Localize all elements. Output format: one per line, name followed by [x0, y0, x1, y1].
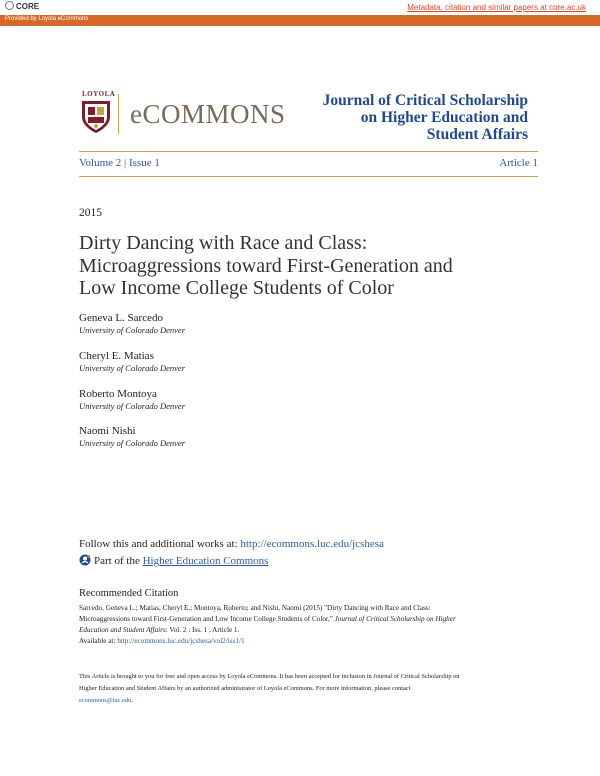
- citation-volume: : Vol. 2 : Iss. 1 , Article 1.: [165, 626, 240, 634]
- loyola-shield-icon: [80, 99, 112, 135]
- commons-network-icon: [79, 554, 91, 566]
- citation-line: [79, 636, 519, 647]
- journal-title-line: on Higher Education and: [360, 109, 528, 126]
- recommended-citation-body: [79, 603, 519, 647]
- access-note: [79, 671, 519, 707]
- issue-line: [79, 157, 538, 169]
- journal-title-line: Journal of Critical Scholarship: [322, 92, 528, 109]
- core-header: [0, 0, 600, 15]
- citation-journal: Education and Student Affairs: [79, 626, 166, 634]
- author-name[interactable]: Naomi Nishi: [79, 425, 136, 437]
- author-affiliation: University of Colorado Denver: [79, 401, 185, 411]
- follow-prefix: Follow this and additional works at:: [79, 538, 241, 550]
- bottom-rule: [79, 176, 538, 177]
- article-title-line: Low Income College Students of Color: [79, 277, 394, 299]
- author-affiliation: University of Colorado Denver: [79, 325, 185, 335]
- citation-line: [79, 625, 519, 636]
- access-note-line: This Article is brought to you for free and open access by Loyola eCommons. It has been accepted for inclusion in Journal of Critical Scholarship on: [79, 673, 460, 680]
- follow-line: [79, 538, 384, 550]
- citation-text: Microaggressions toward First-Generation and Low Income College Students of Color,": [79, 615, 335, 623]
- citation-url-link[interactable]: http://ecommons.luc.edu/jcshesa/vol2/iss1/1: [117, 637, 245, 645]
- loyola-label: LOYOLA: [82, 90, 116, 98]
- ecommons-wordmark: eCOMMONS: [130, 99, 286, 129]
- ecommons-logo: [78, 90, 298, 140]
- citation-available-prefix: Available at:: [79, 637, 118, 645]
- publication-year: 2015: [79, 207, 102, 219]
- higher-education-commons-link[interactable]: Higher Education Commons: [142, 555, 269, 567]
- citation-line: Sarcedo, Geneva L.; Matias, Cheryl E.; Montoya, Roberto; and Nishi, Naomi (2015) "Dirty Dancing with Race and Class:: [79, 604, 431, 612]
- contact-email-link[interactable]: ecommons@luc.edu: [79, 697, 132, 704]
- follow-url-link[interactable]: http://ecommons.luc.edu/jcshesa: [240, 538, 384, 550]
- part-of-prefix: Part of the: [94, 555, 143, 567]
- top-rule: [79, 151, 538, 152]
- email-suffix: .: [131, 697, 133, 704]
- volume-issue-link[interactable]: Volume 2 | Issue 1: [79, 157, 160, 169]
- article-title[interactable]: [79, 232, 519, 300]
- part-of-line: [79, 554, 268, 567]
- author-name[interactable]: Roberto Montoya: [79, 388, 157, 400]
- article-number-link[interactable]: Article 1: [499, 157, 538, 169]
- article-title-line: Microaggressions toward First-Generation and: [79, 254, 453, 277]
- citation-line: [79, 614, 519, 625]
- access-note-line: Higher Education and Student Affairs by an authorized administrator of Loyola eCommons. For more information, please contact: [79, 685, 411, 692]
- provided-by-text[interactable]: Provided by Loyola eCommons: [5, 16, 89, 22]
- author-entry: [79, 312, 185, 336]
- access-note-line: [79, 695, 519, 707]
- author-name[interactable]: Cheryl E. Matias: [79, 350, 154, 362]
- core-logo-icon: [5, 1, 14, 10]
- provided-by-bar: [0, 15, 600, 26]
- author-entry: [79, 388, 185, 412]
- core-metadata-link[interactable]: Metadata, citation and similar papers at core.ac.uk: [407, 3, 586, 12]
- citation-journal: Journal of Critical Scholarship on Higher: [334, 615, 456, 623]
- article-title-line: Dirty Dancing with Race and Class:: [79, 232, 368, 254]
- author-affiliation: University of Colorado Denver: [79, 438, 185, 448]
- recommended-citation-heading: Recommended Citation: [79, 588, 179, 599]
- author-entry: [79, 425, 185, 449]
- author-affiliation: University of Colorado Denver: [79, 363, 185, 373]
- core-logo[interactable]: CORE: [5, 2, 39, 12]
- journal-title-line: Student Affairs: [426, 126, 528, 143]
- author-name[interactable]: Geneva L. Sarcedo: [79, 312, 163, 324]
- author-entry: [79, 350, 185, 374]
- journal-title[interactable]: [300, 92, 528, 143]
- logo-divider: [118, 94, 119, 134]
